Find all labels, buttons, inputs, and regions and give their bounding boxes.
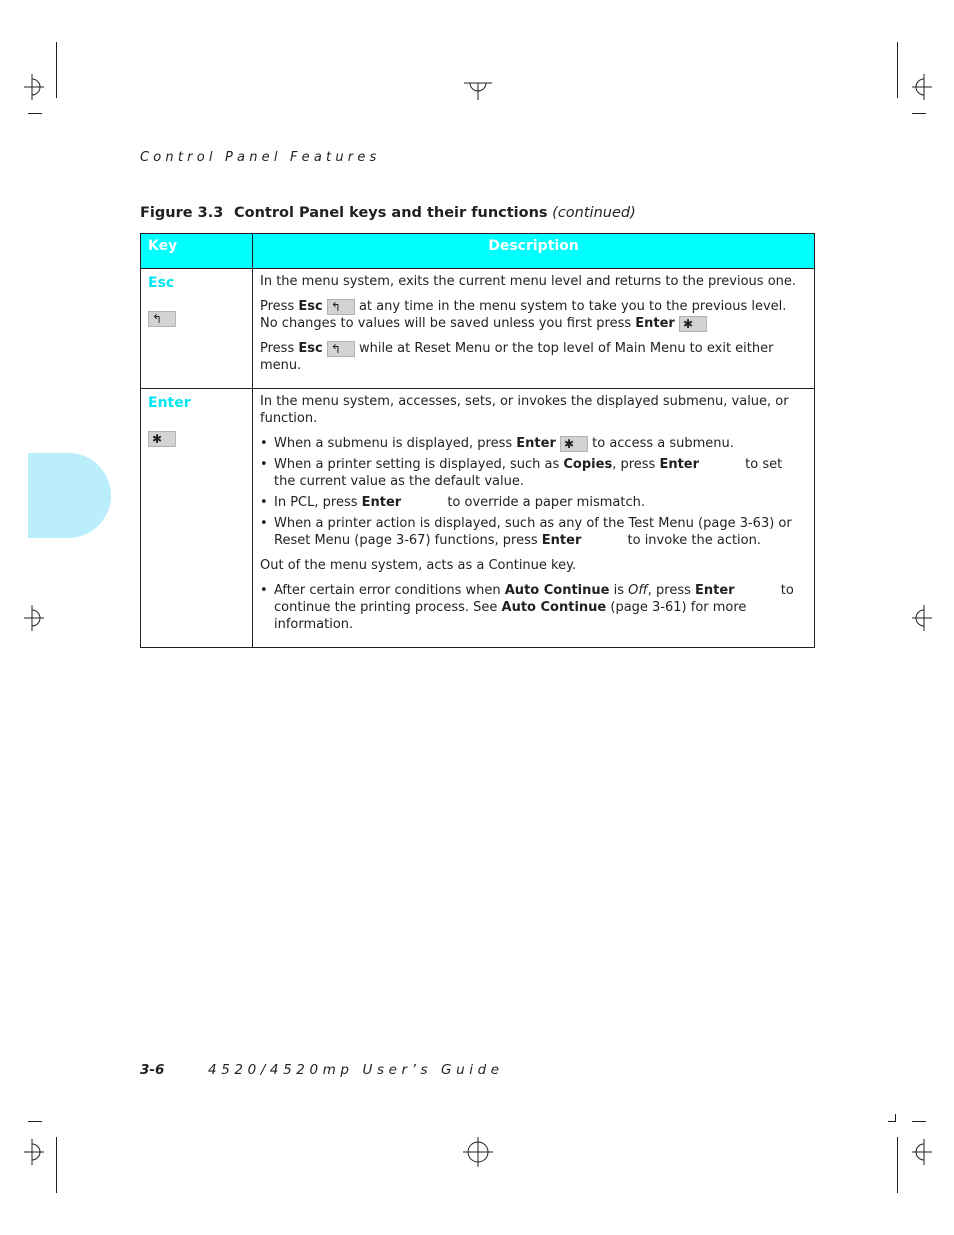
list-item: • After certain error conditions when Auto Continue is Off, press Enter to continue the printing process. See Auto Continue (page 3-61) for more information. xyxy=(274,582,807,633)
registration-mark-icon xyxy=(906,72,936,102)
key-cell-esc xyxy=(141,269,253,389)
esc-key-icon: ↰ xyxy=(327,299,355,315)
enter-key-icon: ✱ xyxy=(679,316,707,332)
esc-description-3: Press Esc ↰ while at Reset Menu or the top level of Main Menu to exit either menu. xyxy=(260,341,774,373)
registration-mark-icon xyxy=(20,603,50,633)
registration-mark-icon xyxy=(20,1137,50,1167)
column-header-description: Description xyxy=(253,234,815,269)
esc-description-2: Press Esc ↰ at any time in the menu system to take you to the previous level. No changes to values will be saved unless you first press Enter ✱ xyxy=(260,299,787,331)
description-cell-enter xyxy=(253,389,815,648)
figure-caption xyxy=(140,205,636,221)
enter-key-icon: ✱ xyxy=(148,431,176,447)
enter-bullet-list-2 xyxy=(260,582,807,633)
key-cell-enter xyxy=(141,389,253,648)
table-row-enter xyxy=(141,389,815,648)
chapter-tab xyxy=(28,453,111,538)
esc-key-icon: ↰ xyxy=(327,341,355,357)
key-name-enter: Enter xyxy=(148,395,191,411)
description-cell-esc xyxy=(253,269,815,389)
section-header: Control Panel Features xyxy=(140,150,381,165)
figure-title: Control Panel keys and their functions xyxy=(234,205,548,221)
figure-number: Figure 3.3 xyxy=(140,205,224,221)
enter-description-1: In the menu system, accesses, sets, or invokes the displayed submenu, value, or function. xyxy=(260,394,789,426)
list-item: • When a submenu is displayed, press Enter ✱ to access a submenu. xyxy=(274,435,807,452)
table-row-esc xyxy=(141,269,815,389)
registration-mark-icon xyxy=(462,1136,494,1168)
enter-bullet-list-1 xyxy=(260,435,807,549)
esc-key-icon: ↰ xyxy=(148,311,176,327)
registration-mark-icon xyxy=(906,603,936,633)
page-number: 3-6 xyxy=(140,1062,165,1078)
list-item: • In PCL, press Enter to override a paper mismatch. xyxy=(274,494,807,511)
figure-continued: (continued) xyxy=(552,205,636,221)
esc-description-1: In the menu system, exits the current menu level and returns to the previous one. xyxy=(260,274,797,289)
registration-mark-icon xyxy=(463,76,493,102)
registration-mark-icon xyxy=(20,72,50,102)
control-panel-keys-table xyxy=(140,233,815,648)
column-header-key: Key xyxy=(141,234,253,269)
list-item: • When a printer action is displayed, such as any of the Test Menu (page 3-63) or Reset Menu (page 3-67) functions, press Enter to invoke the action. xyxy=(274,515,807,549)
registration-mark-icon xyxy=(906,1137,936,1167)
footer-guide-title: 4520/4520mp User’s Guide xyxy=(208,1062,504,1078)
enter-description-2: Out of the menu system, acts as a Continue key. xyxy=(260,558,577,573)
table-header-row xyxy=(141,234,815,269)
key-name-esc: Esc xyxy=(148,275,175,291)
enter-key-icon: ✱ xyxy=(560,436,588,452)
list-item: • When a printer setting is displayed, such as Copies, press Enter to set the current value as the default value. xyxy=(274,456,807,490)
